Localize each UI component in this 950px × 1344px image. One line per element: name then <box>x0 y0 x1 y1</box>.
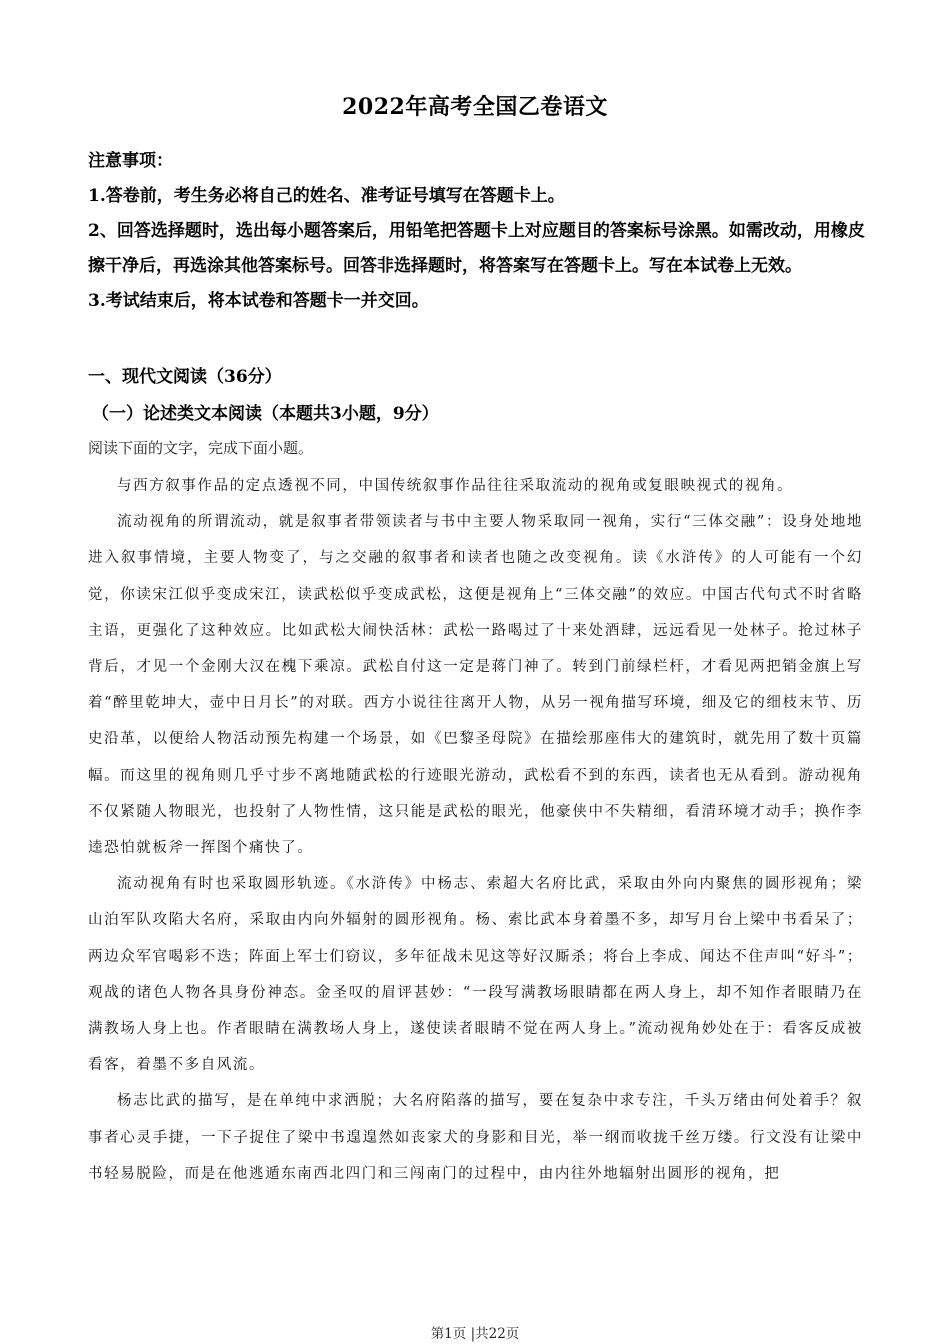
passage-paragraph: 与西方叙事作品的定点透视不同，中国传统叙事作品往往采取流动的视角或复眼映视式的视角。 <box>117 478 794 494</box>
notice-heading: 注意事项： <box>88 151 173 171</box>
subsection-heading: （一）论述类文本阅读（本题共3小题，9分） <box>92 404 439 424</box>
page-footer: 第1页 |共22页 <box>430 1326 520 1342</box>
page-title: 2022年高考全国乙卷语文 <box>342 94 608 120</box>
passage-paragraph: 杨志比武的描写，是在单纯中求洒脱；大名府陷落的描写，要在复杂中求专注，千头万绪由何处着手？叙事者心灵手捷，一下子捉住了梁中书遑遑然如丧家犬的身影和目光，举一纲而收拢千丝万缕。行文没有让梁中书轻易脱险，而是在他逃遁东南西北四门和三闯南门的过程中，由内往外地辐射出圆形的视角，把 <box>88 1093 863 1182</box>
passage-paragraph: 流动视角有时也采取圆形轨迹。《水浒传》中杨志、索超大名府比武，采取由外向内聚焦的圆形视角；梁山泊军队攻陷大名府，采取由内向外辐射的圆形视角。杨、索比武本身着墨不多，却写月台上梁中书看呆了；两边众军官喝彩不迭；阵面上军士们窃议，多年征战未见这等好汉厮杀；将台上李成、闻达不住声叫“好斗”；观战的诸色人物各具身份神态。金圣叹的眉评甚妙：“一段写满教场眼睛都在两人身上，却不知作者眼睛乃在满教场人身上也。作者眼睛在满教场人身上，遂使读者眼睛不觉在两人身上。”流动视角妙处在于：看客反成被看客，着墨不多自风流。 <box>88 876 863 1074</box>
notice-block <box>88 144 868 319</box>
reading-passage <box>88 468 863 1192</box>
notice-item: 2、回答选择题时，选出每小题答案后，用铅笔把答题卡上对应题目的答案标号涂黑。如需改动，用橡皮擦干净后，再选涂其他答案标号。回答非选择题时，将答案写在答题卡上。写在本试卷上无效。 <box>88 221 865 276</box>
notice-item: 1.答卷前，考生务必将自己的姓名、准考证号填写在答题卡上。 <box>88 186 565 206</box>
reading-instruction: 阅读下面的文字，完成下面小题。 <box>88 439 314 457</box>
notice-item: 3.考试结束后，将本试卷和答题卡一并交回。 <box>88 291 429 311</box>
section-heading: 一、现代文阅读（36分） <box>88 367 282 387</box>
passage-paragraph: 流动视角的所谓流动，就是叙事者带领读者与书中主要人物采取同一视角，实行“三体交融”：设身处地地进入叙事情境，主要人物变了，与之交融的叙事者和读者也随之改变视角。读《水浒传》的人可能有一个幻觉，你读宋江似乎变成宋江，读武松似乎变成武松，这便是视角上“三体交融”的效应。中国古代句式不时省略主语，更强化了这种效应。比如武松大闹快活林：武松一路喝过了十来处酒肆，远远看见一处林子。抢过林子背后，才见一个金刚大汉在槐下乘凉。武松自付这一定是蒋门神了。转到门前绿栏杆，才看见两把销金旗上写着“醉里乾坤大，壶中日月长”的对联。西方小说往往离开人物，从另一视角描写环境，细及它的细枝末节、历史沿革，以便给人物活动预先构建一个场景，如《巴黎圣母院》在描绘那座伟大的建筑时，就先用了数十页篇幅。而这里的视角则几乎寸步不离地随武松的行迹眼光游动，武松看不到的东西，读者也无从看到。游动视角不仅紧随人物眼光，也投射了人物性情，这只能是武松的眼光，他豪侠中不失精细，看清环境才动手；换作李逵恐怕就板斧一挥图个痛快了。 <box>88 514 863 857</box>
